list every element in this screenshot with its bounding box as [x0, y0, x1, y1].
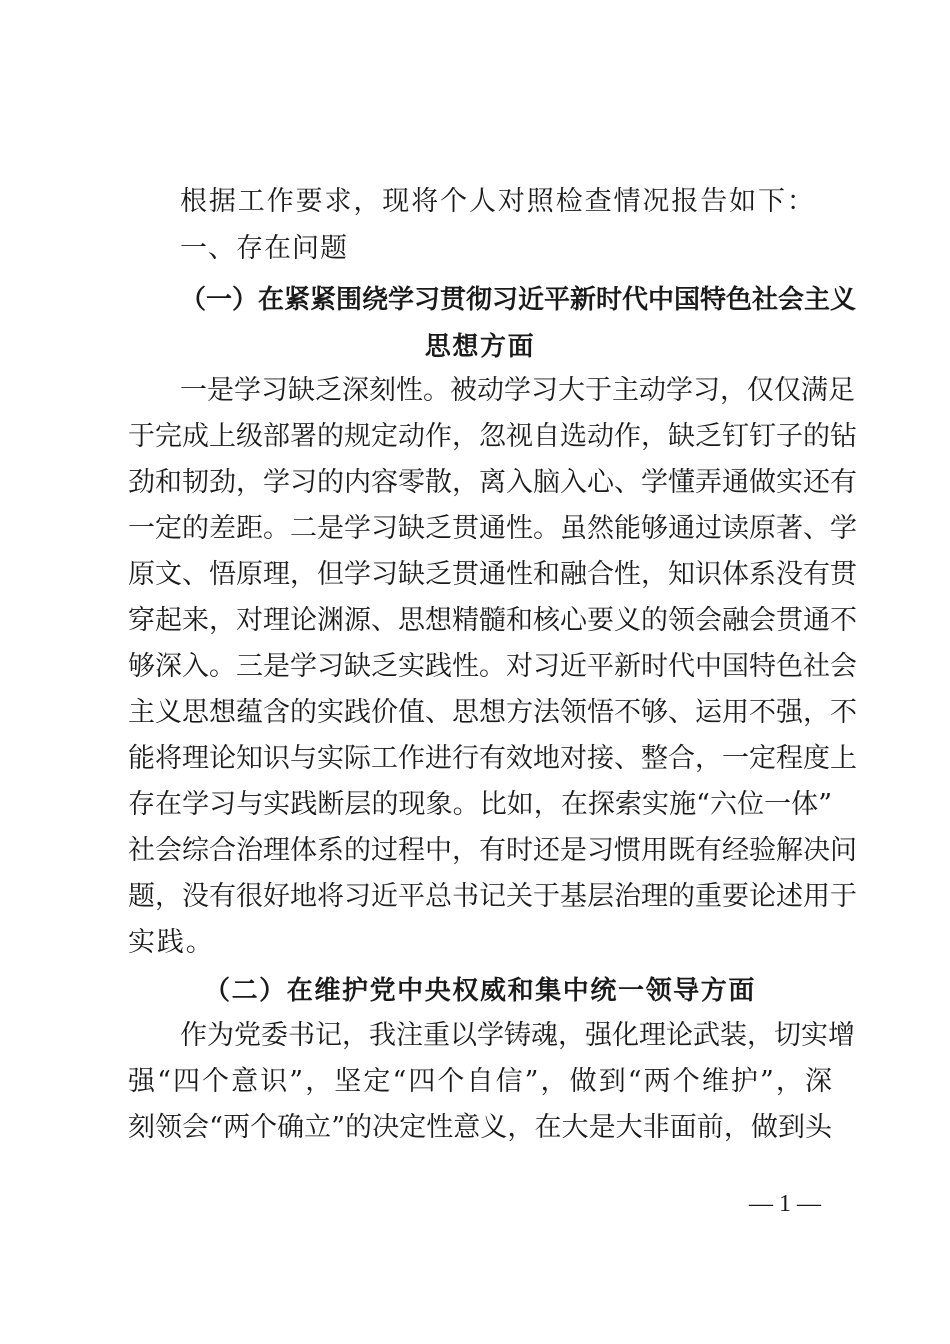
body-line: 一定的差距。二是学习缺乏贯通性。虽然能够通过读原著、学 [128, 513, 857, 544]
body-line: 穿起来，对理论渊源、思想精髓和核心要义的领会融会贯通不 [128, 605, 857, 636]
body-line: 刻领会“两个确立”的决定性意义，在大是大非面前，做到头 [128, 1112, 832, 1143]
body-line: 劲和韧劲，学习的内容零散，离入脑入心、学懂弄通做实还有 [128, 467, 857, 498]
body-line: 主义思想蕴含的实践价值、思想方法领悟不够、运用不强，不 [128, 697, 857, 728]
body-line: 能将理论知识与实际工作进行有效地对接、整合，一定程度上 [128, 743, 857, 774]
body-line: 实践。 [128, 927, 215, 958]
body-line: 强“四个意识”，坚定“四个自信”，做到“两个维护”，深 [128, 1066, 832, 1097]
body-line: 作为党委书记，我注重以学铸魂，强化理论武装，切实增 [180, 1020, 855, 1051]
body-line: 够深入。三是学习缺乏实践性。对习近平新时代中国特色社会 [128, 651, 857, 682]
body-line: 存在学习与实践断层的现象。比如，在探索实施“六位一体” [128, 789, 832, 820]
body-line: 一是学习缺乏深刻性。被动学习大于主动学习，仅仅满足 [180, 375, 855, 406]
subsection-two-title: （二）在维护党中央权威和集中统一领导方面 [203, 976, 756, 1006]
subsection-one-title-line2: 思想方面 [424, 332, 536, 362]
section-one-title: 一、存在问题 [180, 233, 348, 264]
body-line: 题，没有很好地将习近平总书记关于基层治理的重要论述用于 [128, 881, 857, 912]
subsection-one-title-line1: （一）在紧紧围绕学习贯彻习近平新时代中国特色社会主义 [180, 285, 857, 315]
page-number: — 1 — [749, 1191, 821, 1217]
body-line: 社会综合治理体系的过程中，有时还是习惯用既有经验解决问 [128, 835, 857, 866]
body-line: 原文、悟原理，但学习缺乏贯通性和融合性，知识体系没有贯 [128, 559, 857, 590]
body-line: 于完成上级部署的规定动作，忽视自选动作，缺乏钉钉子的钻 [128, 421, 857, 452]
intro-paragraph: 根据工作要求，现将个人对照检查情况报告如下： [180, 186, 816, 217]
